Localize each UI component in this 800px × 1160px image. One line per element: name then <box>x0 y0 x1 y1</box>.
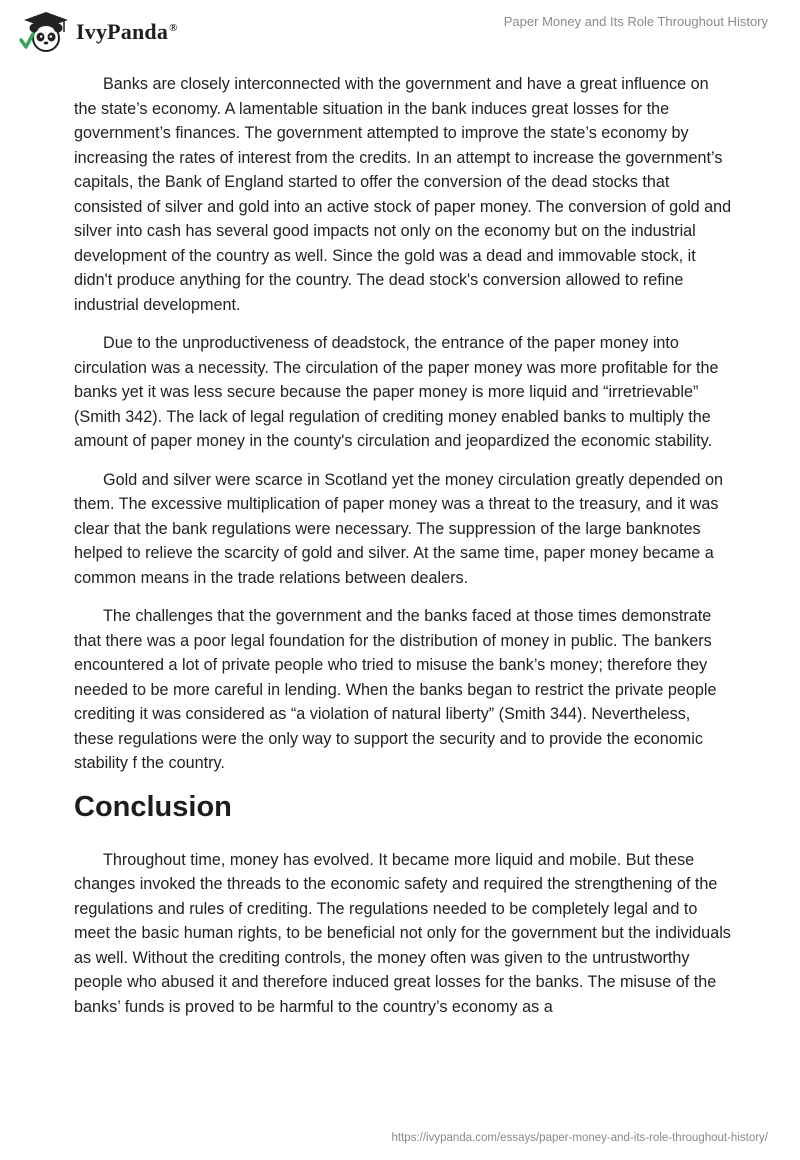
source-url[interactable]: https://ivypanda.com/essays/paper-money-and-its-role-throughout-history/ <box>391 1132 768 1144</box>
paragraph-banks-government: Banks are closely interconnected with the government and have a great influence on the state’s economy. A lamentable situation in the bank induces great losses for the government’s finances. The government attempted to improve the state’s economy by increasing the rates of interest from the credits. In an attempt to increase the government’s capitals, the Bank of England started to offer the conversion of the dead stocks that consisted of silver and gold into an active stock of paper money. The conversion of gold and silver into cash has several good impacts not only on the economy but on the industrial development of the country as well. Since the gold was a dead and immovable stock, it didn't produce anything for the country. The dead stock's conversion allowed to refine industrial development. <box>74 75 732 314</box>
conclusion-heading: Conclusion <box>74 790 232 823</box>
paragraph-scotland-gold-silver: Gold and silver were scarce in Scotland yet the money circulation greatly depended on them. The excessive multiplication of paper money was a threat to the treasury, and it was clear that the bank regulations were necessary. The suppression of the large banknotes helped to relieve the scarcity of gold and silver. At the same time, paper money became a common means in the trade relations between dealers. <box>74 470 723 587</box>
document-running-title: Paper Money and Its Role Throughout History <box>503 14 768 29</box>
paragraph-conclusion: Throughout time, money has evolved. It became more liquid and mobile. But these changes invoked the threads to the economic safety and required the strengthening of the regulations and rules of crediting. The regulations needed to be completely legal and to meet the basic human rights, to be beneficial not only for the government but the individuals as well. Without the crediting controls, the money often was given to the untrustworthy people who abused it and therefore induced great losses for the banks. The misuse of the banks’ funds is proved to be harmful to the country’s economy as a <box>74 850 731 1016</box>
panda-graduate-icon <box>18 10 70 54</box>
paragraph-legal-foundation: The challenges that the government and the banks faced at those times demonstrate that there was a poor legal foundation for the distribution of money in public. The bankers encountered a lot of private people who tried to misuse the bank’s money; therefore they needed to be more careful in lending. When the banks began to restrict the private people crediting it was considered as “a violation of natural liberty” (Smith 344). Nevertheless, these regulations were the only way to support the security and to provide the economic stability f the country. <box>74 607 717 772</box>
logo-wordmark: IvyPanda® <box>76 19 178 44</box>
site-logo[interactable] <box>18 10 178 54</box>
essay-body <box>74 72 734 1033</box>
paragraph-deadstock-circulation: Due to the unproductiveness of deadstock, the entrance of the paper money into circulation was a necessity. The circulation of the paper money was more profitable for the banks yet it was less secure because the paper money is more liquid and “irretrievable” (Smith 342). The lack of legal regulation of crediting money enabled banks to multiply the amount of paper money in the county's circulation and jeopardized the economic stability. <box>74 334 719 450</box>
